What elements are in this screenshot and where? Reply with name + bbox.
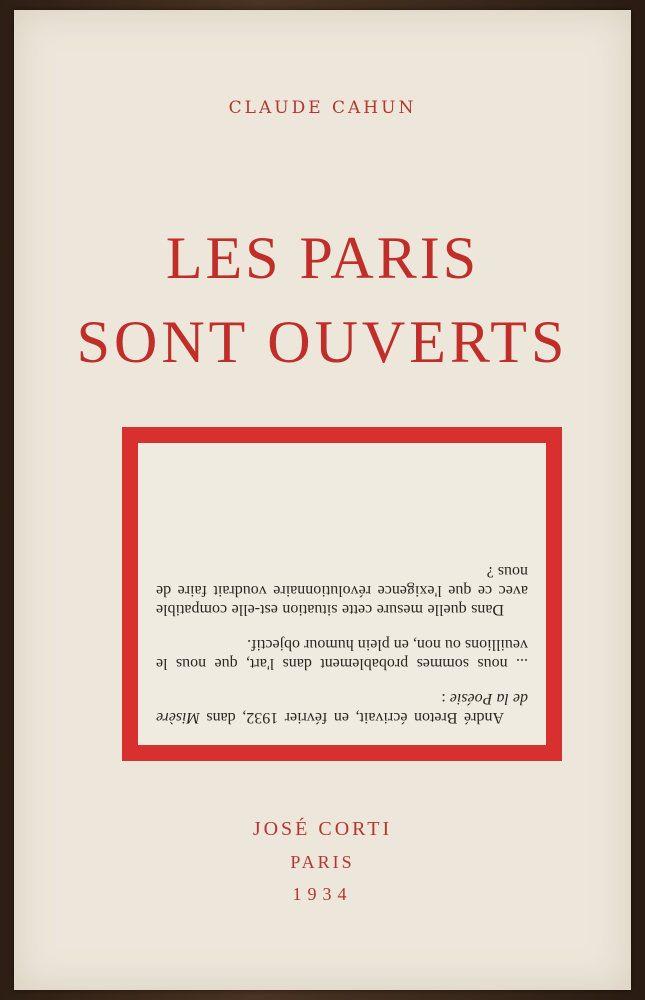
quote-question: Dans quelle mesure cette situation est-elle compatible avec ce que l'exigence révolutionnaire voudrait faire de nous ? xyxy=(156,563,528,618)
upside-down-quote xyxy=(156,461,528,727)
quote-source-title: Misère de la Poésie xyxy=(156,690,528,726)
title-line-1: LES PARIS xyxy=(165,225,480,291)
quote-intro xyxy=(156,689,528,727)
quote-intro-end: : xyxy=(441,690,450,707)
quote-intro-start: André Breton écrivait, en février 1932, dans xyxy=(199,709,504,726)
author-name: CLAUDE CAHUN xyxy=(228,98,417,118)
quote-text: ... nous sommes probablement dans l'art, que nous le veuillions ou non, en plein humour objectif. xyxy=(156,636,528,672)
publisher-city: PARIS xyxy=(290,852,355,872)
publisher-name: JOSÉ CORTI xyxy=(252,818,393,840)
title-line-2: SONT OUVERTS xyxy=(76,309,569,375)
publication-year: 1934 xyxy=(292,884,353,904)
book-cover xyxy=(14,10,631,990)
quote-frame xyxy=(122,427,562,761)
